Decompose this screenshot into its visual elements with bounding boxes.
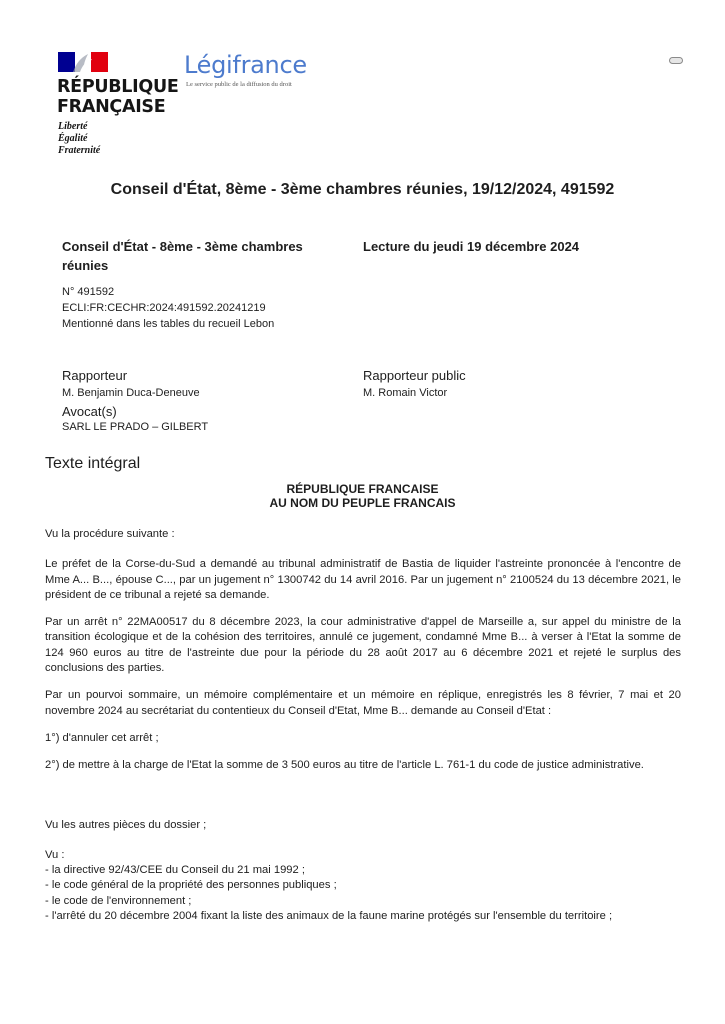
- menu-toggle-icon[interactable]: [669, 57, 683, 64]
- paragraph: Par un pourvoi sommaire, un mémoire complémentaire et un mémoire en réplique, enregistrés les 8 février, 7 mai et 20 novembre 2024 au secrétariat du contentieux du Conseil d'Etat, Mme B... demande au Conseil d'Etat :: [45, 689, 681, 717]
- court-name: Conseil d'État - 8ème - 3ème chambres réunies: [62, 239, 303, 273]
- paragraph: Par un arrêt n° 22MA00517 du 8 décembre 2023, la cour administrative d'appel de Marseille a, sur appel du ministre de la transition écologique et de la cohésion des territoires, annulé ce jugement, condamné Mme B... à verser à l'Etat la somme de 124 960 euros au titre de l'astreinte due pour la période du 28 août 2017 au 6 décembre 2021 et rejeté le surplus des conclusions des parties.: [45, 616, 681, 675]
- list-item: - le code général de la propriété des personnes publiques ;: [45, 879, 337, 892]
- decision-number: N° 491592: [62, 286, 115, 298]
- paragraph: 2°) de mettre à la charge de l'Etat la somme de 3 500 euros au titre de l'article L. 761-1 du code de justice administrative.: [45, 759, 644, 772]
- paragraph: Vu :: [45, 848, 65, 861]
- republique-francaise-name: RÉPUBLIQUE FRANÇAISE: [57, 77, 179, 117]
- republic-motto: Liberté Égalité Fraternité: [58, 121, 101, 156]
- paragraph: Le préfet de la Corse-du-Sud a demandé au tribunal administratif de Bastia de liquider l'astreinte prononcée à l'encontre de Mme A... B..., épouse C..., par un jugement n° 1300742 du 14 avril 2016. Par un jugement n° 2100524 du 13 décembre 2021, le président de ce tribunal a rejeté sa demande.: [45, 558, 681, 601]
- page-header: [0, 0, 725, 170]
- legifrance-tagline: Le service public de la diffusion du droit: [186, 81, 292, 88]
- avocat-name: SARL LE PRADO – GILBERT: [62, 421, 209, 433]
- paragraph: Vu les autres pièces du dossier ;: [45, 818, 207, 831]
- avocat-label: Avocat(s): [62, 404, 117, 419]
- paragraph: Vu la procédure suivante :: [45, 528, 175, 540]
- list-item: - l'arrêté du 20 décembre 2004 fixant la liste des animaux de la faune marine protégés sur l'ensemble du territoire ;: [45, 910, 613, 923]
- lebon-mention: Mentionné dans les tables du recueil Lebon: [62, 318, 275, 330]
- list-item: - la directive 92/43/CEE du Conseil du 21 mai 1992 ;: [45, 864, 305, 877]
- rapporteur-label: Rapporteur: [62, 368, 128, 383]
- list-item: - le code de l'environnement ;: [45, 894, 192, 907]
- paragraph: 1°) d'annuler cet arrêt ;: [45, 731, 159, 744]
- rapporteur-public-label: Rapporteur public: [363, 368, 466, 383]
- decision-heading: RÉPUBLIQUE FRANCAISE AU NOM DU PEUPLE FRANCAIS: [269, 482, 456, 510]
- legifrance-logo[interactable]: Légifrance: [184, 51, 307, 79]
- document-title: Conseil d'État, 8ème - 3ème chambres réunies, 19/12/2024, 491592: [110, 181, 615, 198]
- reading-date: Lecture du jeudi 19 décembre 2024: [363, 239, 580, 254]
- texte-integral-label: Texte intégral: [45, 455, 141, 472]
- ecli-identifier: ECLI:FR:CECHR:2024:491592.20241219: [62, 302, 266, 314]
- rapporteur-public-name: M. Romain Victor: [363, 387, 448, 399]
- decision-body: [45, 527, 681, 924]
- marianne-flag-icon: [58, 52, 108, 72]
- rapporteur-name: M. Benjamin Duca-Deneuve: [62, 387, 200, 399]
